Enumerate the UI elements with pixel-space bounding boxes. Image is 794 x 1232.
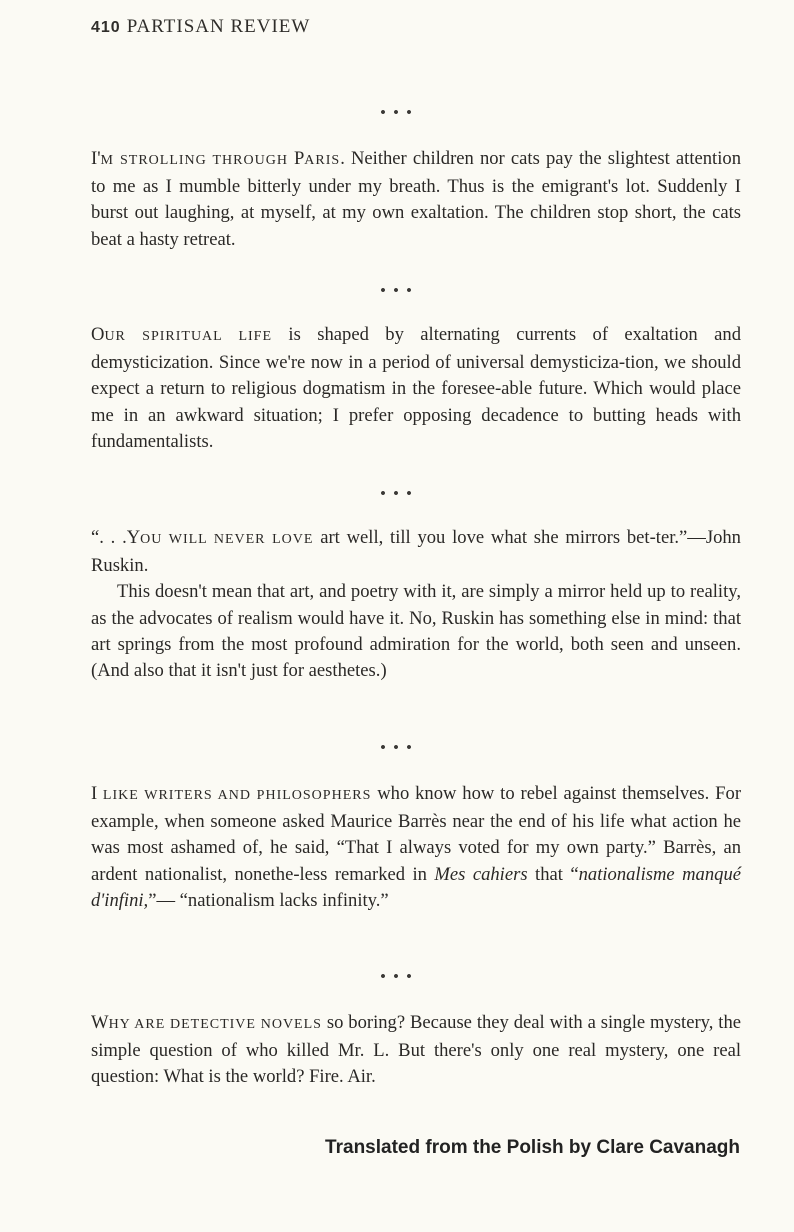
section-separator: • • • [380, 969, 414, 985]
page-number: 410 [91, 19, 121, 36]
section-separator: • • • [380, 740, 414, 756]
entry-paris: I'M STROLLING THROUGH PARIS. Neither children nor cats pay the slightest attention to me as I mumble bitterly under my breath. Thus is the emigrant's lot. Suddenly I burst out laughing, at myself, at my own exaltation. The children stop short, the cats beat a hasty retreat. [91, 148, 741, 250]
section-separator: • • • [380, 486, 414, 502]
running-head [91, 16, 310, 38]
ruskin-commentary: This doesn't mean that art, and poetry with it, are simply a mirror held up to reality, as the advocates of realism would have it. No, Ruskin has something else in mind: that art springs from the most profound admiration for the world, both seen and unseen. (And also that it isn't just for aesthetes.) [91, 581, 741, 682]
entry-detective-novels: WHY ARE DETECTIVE NOVELS so boring? Because they deal with a single mystery, the simple question of who killed Mr. L. But there's only one real mystery, one real question: What is the world? Fire. Air. [91, 1012, 741, 1088]
section-separator: • • • [380, 283, 414, 299]
entry-spiritual-life: OUR SPIRITUAL LIFE is shaped by alternating currents of exaltation and demysticization. Since we're now in a period of universal demysticiza-tion, we should expect a return to religious dogmatism in the foresee-able future. Which would place me in an awkward situation; I prefer opposing decadence to butting heads with fundamentalists. [91, 324, 741, 452]
french-quote-italic: nationalisme manqué d'infini, [91, 863, 741, 911]
entry-ruskin: “. . .YOU WILL NEVER LOVE art well, till you love what she mirrors bet-ter.”—John Ruskin. This doesn't mean that art, and poetry with it, are simply a mirror held up to reality, as the advocates of realism would have it. No, Ruskin has something else in mind: that art springs from the most profound admiration for the world, both seen and unseen. (And also that it isn't just for aesthetes.) [91, 525, 741, 684]
journal-title: PARTISAN REVIEW [126, 16, 311, 37]
translator-credit: Translated from the Polish by Clare Cavanagh [325, 1137, 740, 1158]
book-title-italic: Mes cahiers [434, 863, 528, 885]
section-separator: • • • [380, 105, 414, 121]
entry-writers-philosophers: I LIKE WRITERS AND PHILOSOPHERS who know how to rebel against themselves. For example, when someone asked Maurice Barrès near the end of his life what action he was most ashamed of, he said, “That I always voted for my own party.” Barrès, an ardent nationalist, nonethe-less remarked in Mes cahiers that “nationalisme manqué d'infini,”— “nationalism lacks infinity.” [91, 783, 742, 911]
